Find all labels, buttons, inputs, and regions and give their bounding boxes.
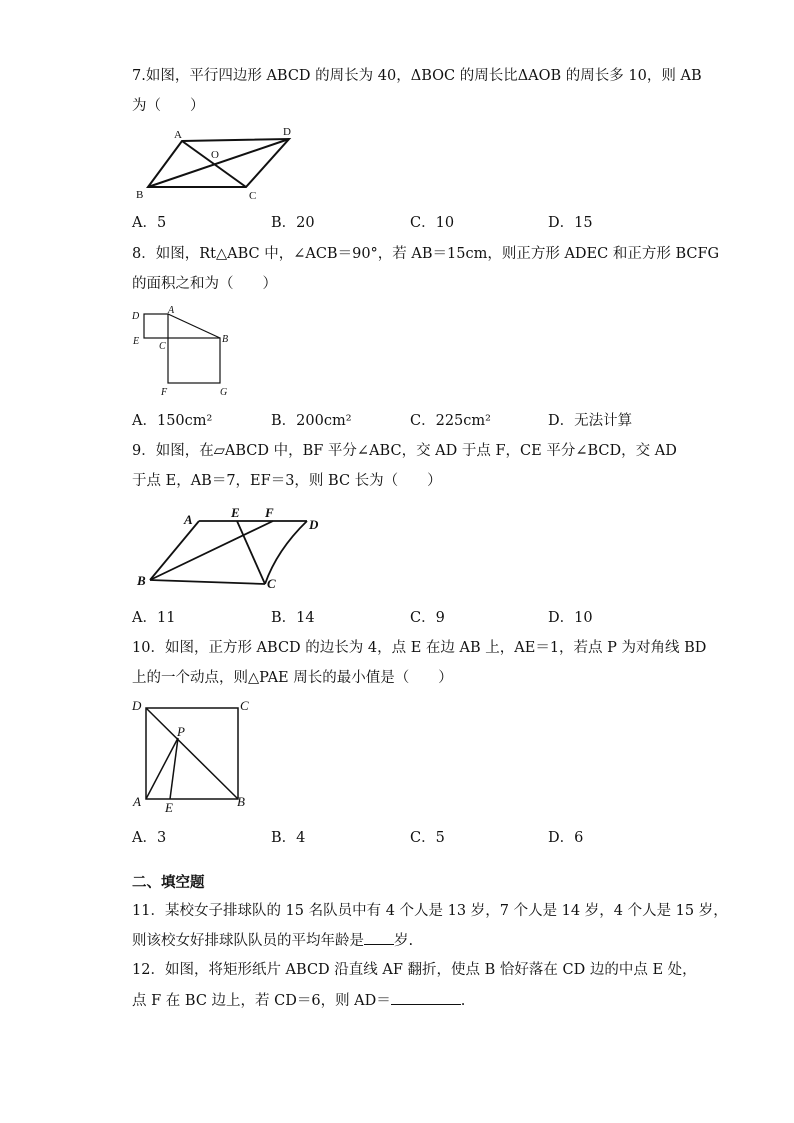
q9-label-c: C [267, 576, 276, 591]
q9-text-line1: 9．如图，在▱ABCD 中，BF 平分∠ABC，交 AD 于点 F，CE 平分∠BCD，交 AD [132, 443, 677, 459]
q8-label-a: A [168, 305, 175, 316]
q9-label-e: E [231, 505, 240, 520]
q7-parallelogram-figure [130, 124, 305, 206]
q7-option-a[interactable]: A．5 [132, 215, 167, 231]
q7-option-c[interactable]: C．10 [410, 215, 455, 231]
q8-label-g: G [220, 387, 228, 398]
q10-label-a: A [133, 794, 141, 809]
q9-text-line2: 于点 E，AB＝7，EF＝3，则 BC 长为（ ） [132, 473, 442, 489]
q10-label-p: P [177, 724, 185, 739]
q8-squares-figure [130, 305, 240, 397]
q7-label-b: B [136, 189, 144, 201]
q12-text-after-blank: . [460, 993, 466, 1009]
q7-label-o: O [211, 149, 219, 161]
section-heading-fill-in: 二、填空题 [132, 874, 205, 891]
q10-option-c[interactable]: C．5 [410, 830, 445, 846]
q12-text-line1: 12．如图，将矩形纸片 ABCD 沿直线 AF 翻折，使点 B 恰好落在 CD 边的中点 E 处， [132, 962, 697, 978]
q10-option-d[interactable]: D．6 [548, 830, 584, 846]
q9-parallelogram-figure [134, 502, 334, 594]
q8-label-b: B [222, 334, 229, 345]
q9-label-d: D [309, 517, 319, 532]
q8-option-a[interactable]: A．150cm² [132, 413, 213, 429]
q9-label-b: B [137, 573, 146, 588]
q8-options [132, 409, 692, 429]
q8-label-e: E [133, 336, 140, 347]
q9-label-a: A [184, 512, 193, 527]
q7-text-line1: 7.如图，平行四边形 ABCD 的周长为 40，ΔBOC 的周长比ΔAOB 的周长多 10，则 AB [132, 68, 702, 84]
q9-option-c[interactable]: C．9 [410, 610, 445, 626]
q9-label-f: F [265, 505, 274, 520]
q10-label-b: B [237, 794, 245, 809]
q9-option-d[interactable]: D．10 [548, 610, 593, 626]
q7-option-d[interactable]: D．15 [548, 215, 593, 231]
q9-options [132, 606, 692, 626]
q9-option-a[interactable]: A．11 [132, 610, 176, 626]
q11-text-after-blank: 岁. [394, 933, 414, 949]
q10-option-a[interactable]: A．3 [132, 830, 167, 846]
q10-square-figure [130, 698, 256, 816]
q8-label-f: F [161, 387, 168, 398]
q8-option-b[interactable]: B．200cm² [271, 413, 352, 429]
q11-text-line2 [132, 930, 413, 951]
q8-option-c[interactable]: C．225cm² [410, 413, 491, 429]
q8-option-d[interactable]: D．无法计算 [548, 413, 633, 429]
q10-label-c: C [240, 698, 249, 713]
q7-label-c: C [249, 190, 257, 202]
q8-label-d: D [132, 311, 140, 322]
q8-text-line2: 的面积之和为（ ） [132, 276, 277, 292]
q7-text-line2: 为（ ） [132, 98, 205, 114]
q10-label-d: D [132, 698, 142, 713]
q12-text-line2 [132, 990, 465, 1011]
q7-option-b[interactable]: B．20 [271, 215, 315, 231]
q12-answer-blank[interactable] [391, 990, 461, 1005]
q7-label-a: A [174, 129, 182, 141]
q11-answer-blank[interactable] [364, 930, 394, 945]
q9-option-b[interactable]: B．14 [271, 610, 315, 626]
q8-text-line1: 8．如图，Rt△ABC 中，∠ACB＝90°，若 AB＝15cm，则正方形 ADEC 和正方形 BCFG [132, 246, 720, 262]
q7-label-d: D [283, 126, 291, 138]
q10-text-line2: 上的一个动点，则△PAE 周长的最小值是（ ） [132, 670, 453, 686]
q10-text-line1: 10．如图，正方形 ABCD 的边长为 4，点 E 在边 AB 上，AE＝1，若点 P 为对角线 BD [132, 640, 707, 656]
q10-label-e: E [165, 800, 173, 815]
q11-text-line1: 11．某校女子排球队的 15 名队员中有 4 个人是 13 岁，7 个人是 14 岁，4 个人是 15 岁， [132, 903, 728, 919]
q10-option-b[interactable]: B．4 [271, 830, 306, 846]
q7-options [132, 211, 692, 231]
q12-text-before-blank: 点 F 在 BC 边上，若 CD＝6，则 AD＝ [132, 993, 391, 1009]
q8-label-c: C [159, 341, 166, 352]
q10-options [132, 826, 692, 846]
q11-text-before-blank: 则该校女好排球队队员的平均年龄是 [132, 933, 364, 949]
